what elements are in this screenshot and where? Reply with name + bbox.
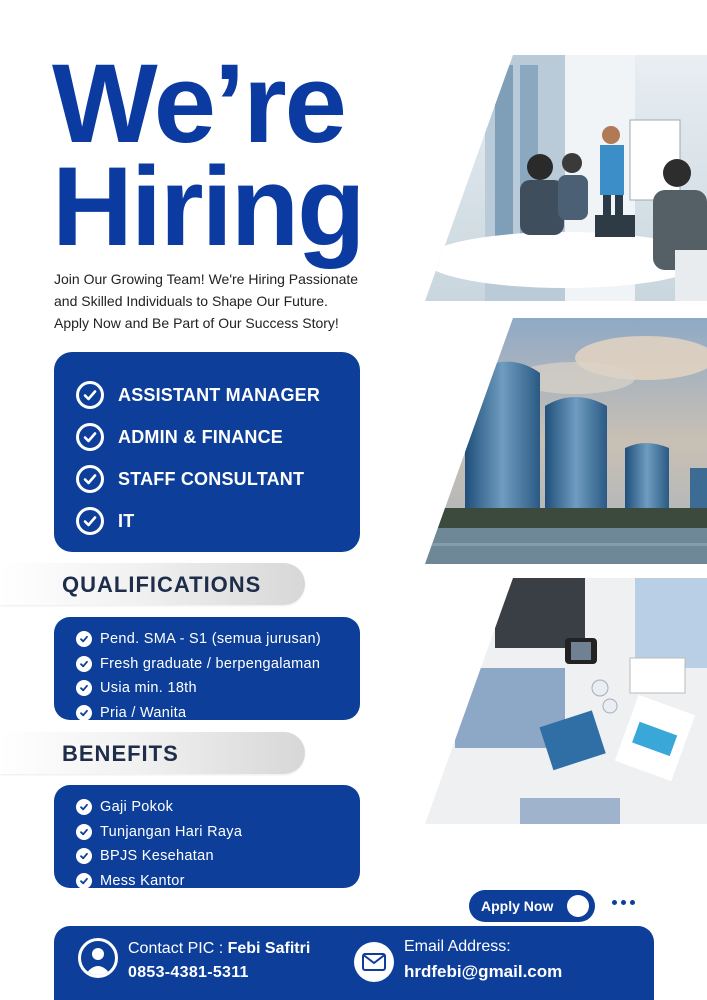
position-label: IT <box>118 510 135 531</box>
position-item <box>76 458 360 500</box>
qualification-text: Usia min. 18th <box>100 680 197 697</box>
benefit-text: Tunjangan Hari Raya <box>100 823 243 840</box>
check-bullet-icon <box>76 631 92 647</box>
list-item <box>76 820 360 845</box>
list-item <box>76 869 360 894</box>
circle-check-icon <box>76 507 104 535</box>
benefit-text: Mess Kantor <box>100 872 185 889</box>
contact-pic <box>128 940 310 958</box>
position-item <box>76 416 360 458</box>
contact-phone[interactable]: 0853-4381-5311 <box>128 964 249 981</box>
hero-line-1: We’re <box>52 41 345 166</box>
circle-check-icon <box>76 465 104 493</box>
list-item <box>76 795 360 820</box>
qualifications-title: QUALIFICATIONS <box>62 572 262 597</box>
check-bullet-icon <box>76 656 92 672</box>
intro-line-2: and Skilled Individuals to Shape Our Future. <box>54 293 328 309</box>
benefit-text: BPJS Kesehatan <box>100 848 214 865</box>
circle-check-icon <box>76 381 104 409</box>
hero-line-2: Hiring <box>52 144 364 270</box>
check-bullet-icon <box>76 848 92 864</box>
list-item <box>76 701 360 726</box>
contact-footer <box>54 926 654 1000</box>
toggle-knob <box>567 895 589 917</box>
list-item <box>76 652 360 677</box>
more-icon[interactable] <box>612 900 635 905</box>
position-label: ADMIN & FINANCE <box>118 426 283 447</box>
check-bullet-icon <box>76 680 92 696</box>
qualifications-band <box>0 563 305 605</box>
circle-check-icon <box>76 423 104 451</box>
office-meeting-photo <box>425 55 707 301</box>
benefit-text: Gaji Pokok <box>100 799 174 816</box>
intro-line-1: Join Our Growing Team! We're Hiring Passionate <box>54 271 359 287</box>
positions-panel <box>54 352 360 552</box>
check-bullet-icon <box>76 799 92 815</box>
desk-collaboration-photo <box>425 578 707 824</box>
user-icon <box>78 938 118 978</box>
qualifications-panel <box>54 617 360 720</box>
check-bullet-icon <box>76 705 92 721</box>
list-item <box>76 676 360 701</box>
qualification-text: Pria / Wanita <box>100 704 187 721</box>
benefits-panel <box>54 785 360 888</box>
benefits-band <box>0 732 305 774</box>
glass-towers-photo <box>425 318 707 564</box>
list-item <box>76 844 360 869</box>
position-item <box>76 500 360 542</box>
email-address[interactable]: hrdfebi@gmail.com <box>404 962 563 981</box>
benefits-title: BENEFITS <box>62 741 179 766</box>
list-item <box>76 627 360 652</box>
email-label: Email Address: <box>404 938 511 955</box>
intro-line-3: Apply Now and Be Part of Our Success Story! <box>54 315 339 331</box>
intro-text <box>54 268 414 334</box>
position-label: STAFF CONSULTANT <box>118 468 305 489</box>
contact-pic-name: Febi Safitri <box>227 940 311 957</box>
qualification-text: Fresh graduate / berpengalaman <box>100 655 321 672</box>
apply-now-button[interactable] <box>469 890 595 922</box>
contact-pic-label: Contact PIC : <box>128 940 228 957</box>
position-item <box>76 374 360 416</box>
apply-now-label: Apply Now <box>481 898 554 914</box>
qualification-text: Pend. SMA - S1 (semua jurusan) <box>100 631 321 648</box>
envelope-icon <box>354 942 394 982</box>
position-label: ASSISTANT MANAGER <box>118 384 321 405</box>
hero-heading <box>52 41 364 270</box>
check-bullet-icon <box>76 824 92 840</box>
check-bullet-icon <box>76 873 92 889</box>
